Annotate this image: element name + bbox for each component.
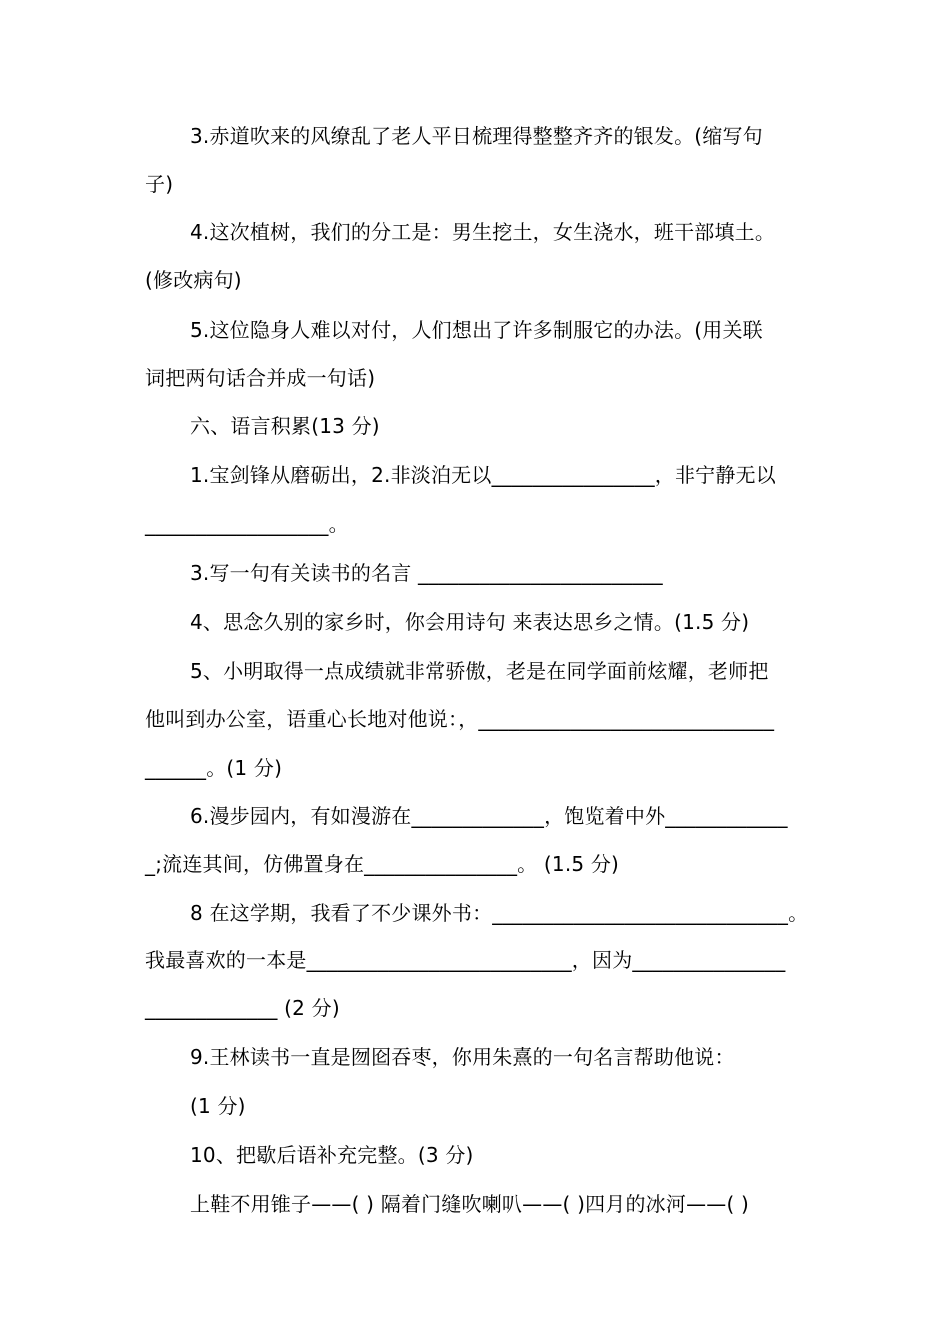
item-4-poem: 4、思念久别的家乡时，你会用诗句 来表达思乡之情。(1.5 分) bbox=[190, 610, 750, 634]
question-3-condense: 3.赤道吹来的风缭乱了老人平日梳理得整整齐齐的银发。(缩写句 bbox=[190, 124, 763, 148]
item-6-garden-cont: _;流连其间，仿佛置身在_______________。 (1.5 分) bbox=[145, 852, 620, 876]
item-1-2-fill: 1.宝剑锋从磨砺出，2.非淡泊无以________________，非宁静无以 bbox=[190, 463, 776, 487]
item-10-heading: 10、把歇后语补充完整。(3 分) bbox=[190, 1143, 474, 1167]
question-5-combine: 5.这位隐身人难以对付，人们想出了许多制服它的办法。(用关联 bbox=[190, 318, 763, 342]
item-5-advice: 5、小明取得一点成绩就非常骄傲，老是在同学面前炫耀，老师把 bbox=[190, 659, 769, 683]
item-9-points: (1 分) bbox=[190, 1094, 246, 1118]
item-6-garden: 6.漫步园内，有如漫游在_____________，饱览着中外____________ bbox=[190, 804, 788, 828]
item-8-books-cont: 我最喜欢的一本是__________________________，因为_______________ bbox=[145, 948, 786, 972]
item-3-quote: 3.写一句有关读书的名言 ________________________ bbox=[190, 561, 663, 585]
item-8-books: 8 在这学期，我看了不少课外书：_____________________________。 bbox=[190, 901, 809, 925]
item-5-advice-cont: 他叫到办公室，语重心长地对他说：，_____________________________ bbox=[145, 707, 775, 731]
question-4-fix-sentence-cont: (修改病句) bbox=[145, 268, 242, 292]
item-9-reading: 9.王林读书一直是囫囵吞枣，你用朱熹的一句名言帮助他说： bbox=[190, 1045, 735, 1069]
question-3-condense-cont: 子) bbox=[145, 172, 174, 196]
item-5-advice-end: ______。(1 分) bbox=[145, 756, 283, 780]
item-1-2-fill-cont: __________________。 bbox=[145, 512, 349, 536]
question-4-fix-sentence: 4.这次植树，我们的分工是：男生挖土，女生浇水，班干部填土。 bbox=[190, 220, 776, 244]
question-5-combine-cont: 词把两句话合并成一句话) bbox=[145, 366, 376, 390]
section-6-heading: 六、语言积累(13 分) bbox=[190, 414, 380, 438]
item-8-books-end: _____________ (2 分) bbox=[145, 996, 340, 1020]
item-10-sayings: 上鞋不用锥子——( ) 隔着门缝吹喇叭——( )四月的冰河——( ) bbox=[190, 1192, 750, 1216]
